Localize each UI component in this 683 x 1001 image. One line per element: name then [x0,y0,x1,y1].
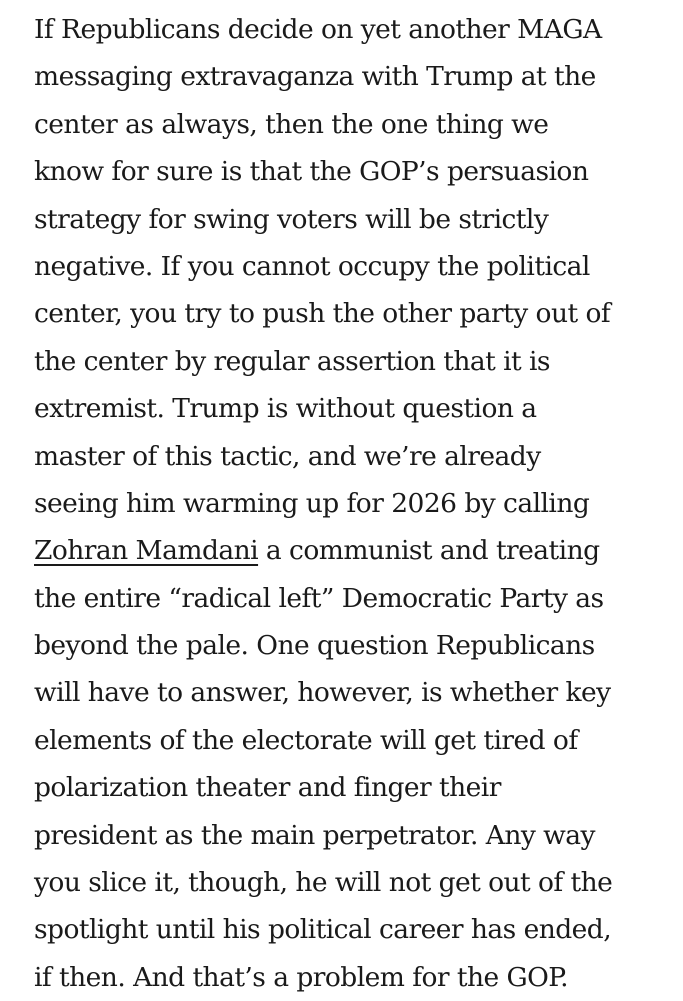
text-line: if then. And that’s a problem for the GOP. [34,961,569,993]
text-line: spotlight until his political career has ended, [34,914,612,946]
text-line: know for sure is that the GOP’s persuasion [34,156,589,188]
text-line: beyond the pale. One question Republicans [34,630,595,662]
text-line: center, you try to push the other party out of [34,298,611,330]
text-line-rest: a communist and treating [258,535,600,567]
text-line: the center by regular assertion that it is [34,345,550,377]
text-line: center as always, then the one thing we [34,108,549,140]
text-line: strategy for swing voters will be strictly [34,203,549,235]
text-line: negative. If you cannot occupy the political [34,250,590,282]
text-line: you slice it, though, he will not get out of the [34,867,613,899]
text-line: the entire “radical left” Democratic Party as [34,582,604,614]
text-line: polarization theater and finger their [34,772,501,804]
text-line: If Republicans decide on yet another MAGA [34,14,602,45]
text-line: will have to answer, however, is whether key [34,677,611,709]
text-line: elements of the electorate will get tired of [34,724,578,756]
zohran-mamdani-link[interactable]: Zohran Mamdani [34,535,259,567]
text-line: seeing him warming up for 2026 by calling [34,487,590,519]
text-line: extremist. Trump is without question a [34,393,537,425]
text-line: master of this tactic, and we’re already [34,440,541,472]
text-line: messaging extravaganza with Trump at the [34,61,596,93]
text-line: president as the main perpetrator. Any way [34,819,595,851]
text-line-with-link [34,527,683,574]
